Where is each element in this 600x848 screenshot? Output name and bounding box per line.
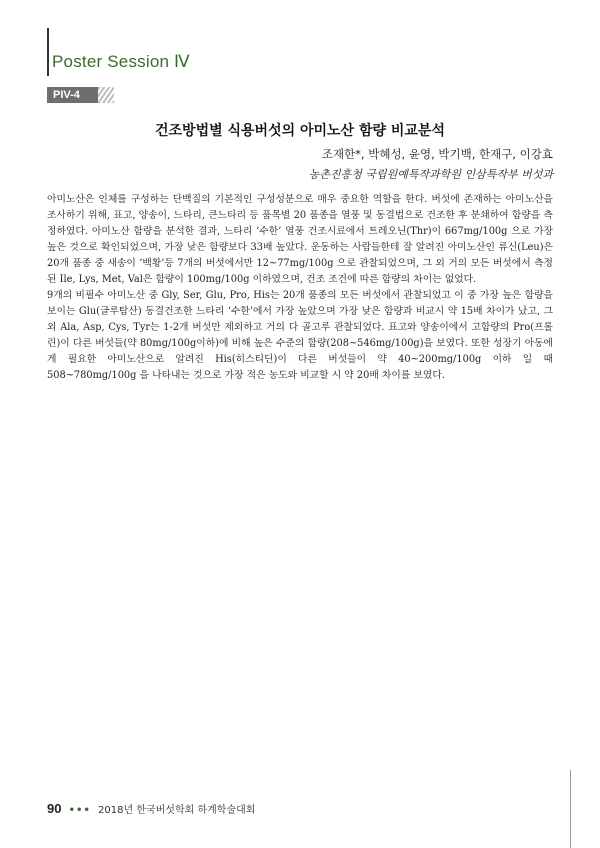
- conference-name: 2018년 한국버섯학회 하계학술대회: [98, 805, 256, 816]
- badge-stripe-decoration: [98, 87, 114, 103]
- author-list: 조재한*, 박혜성, 윤영, 박기백, 한재구, 이강효: [321, 147, 553, 161]
- footer-side-rule: [570, 770, 571, 848]
- affiliation: 농촌진흥청 국립원예특작과학원 인삼특작부 버섯과: [308, 168, 553, 181]
- abstract-body: [47, 192, 553, 384]
- page-footer: [47, 801, 255, 816]
- session-title: Poster Session Ⅳ: [52, 52, 190, 71]
- paper-title: 건조방법별 식용버섯의 아미노산 함량 비교분석: [155, 123, 445, 139]
- header-rule: [47, 28, 49, 76]
- footer-dots: •••: [68, 805, 91, 816]
- abstract-paragraph-2: 9개의 비필수 아미노산 중 Gly, Ser, Glu, Pro, His는 20개 품종의 모든 버섯에서 관찰되었고 이 중 가장 높은 함량을 보이는 Glu(글루탐산) 동결건조한 느타리 ‘수한’에서 가장 높았으며 가장 낮은 함량과 비교시 약 15배 차이가 났고, 그 외 Ala, Asp, Cys, Tyr는 1-2개 버섯만 제외하고 거의 다 골고루 관찰되었다. 표고와 양송이에서 고함량의 Pro(프롤린)이 다른 버섯들(약 80mg/100g이하)에 비해 높은 수준의 함량(208~546mg/100g)을 보였다. 또한 성장기 아동에게 필요한 아미노산으로 알려진 His(히스티딘)이 다른 버섯들이 약 40~200mg/100g 이하 일 때 508~780mg/100g 을 나타내는 것으로 가장 적은 농도와 비교할 시 약 20배 차이를 보였다.: [47, 290, 553, 381]
- page-number: 90: [47, 801, 62, 816]
- abstract-paragraph-1: 아미노산은 인체를 구성하는 단백질의 기본적인 구성성분으로 매우 중요한 역할을 한다. 버섯에 존재하는 아미노산을 조사하기 위해, 표고, 양송이, 느타리, 큰느타리 등 품목별 20 품종을 열풍 및 동결법으로 건조한 후 분쇄하여 함량을 측정하였다. 아미노산 함량을 분석한 결과, 느타리 ‘수한’ 열풍 건조시료에서 트레오닌(Thr)이 667mg/100g 으로 가장 높은 것으로 확인되었으며, 가장 낮은 함량보다 33배 높았다. 운동하는 사람들한테 잘 알려진 아미노산인 류신(Leu)은 20개 품종 중 새송이 ‘백황’등 7개의 버섯에서만 12~77mg/100g 으로 관찰되었으며, 그 외 거의 모든 버섯에서 측정된 Ile, Lys, Met, Val은 함량이 100mg/100g 이하였으며, 건조 조건에 따른 함량의 차이는 없었다.: [47, 194, 553, 285]
- poster-id-badge: PIV-4: [47, 87, 103, 103]
